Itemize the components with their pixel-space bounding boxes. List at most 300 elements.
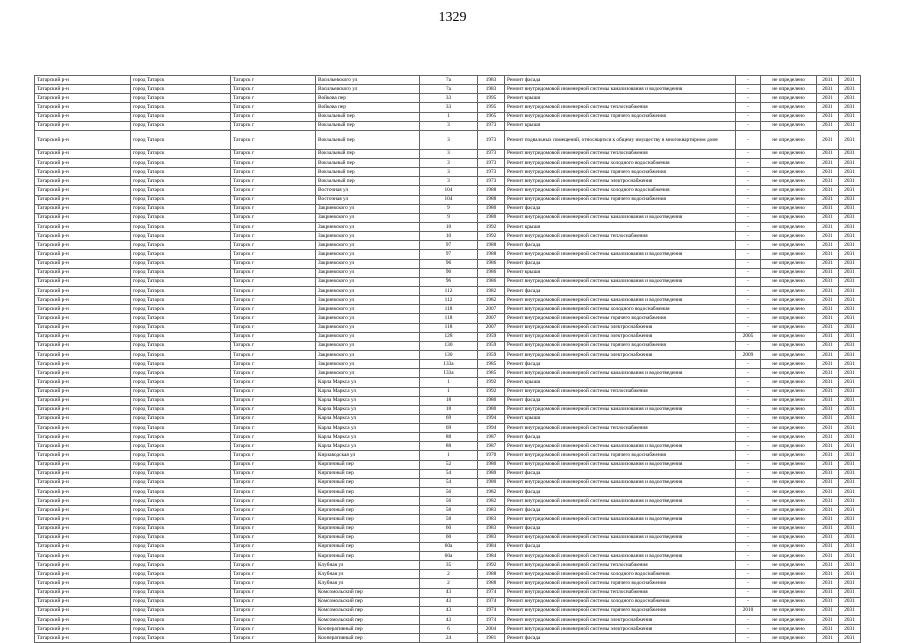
page-number: 1329: [438, 10, 467, 25]
cell-plan-end: 2031: [839, 542, 861, 551]
cell-plan-end: 2031: [839, 405, 861, 414]
cell-last-repair: -: [736, 323, 761, 332]
cell-house: 133а: [420, 360, 478, 369]
cell-last-repair: -: [736, 76, 761, 85]
cell-year-built: 1959: [478, 332, 505, 341]
cell-last-repair: -: [736, 497, 761, 506]
cell-street: Карла Маркса ул: [316, 442, 420, 451]
cell-work-type: Ремонт фасада: [505, 241, 736, 250]
cell-street: Закриевского ул: [316, 323, 420, 332]
cell-settlement: Татарск г: [231, 579, 316, 588]
cell-plan-end: 2031: [839, 552, 861, 561]
cell-street: Комсомольский пер: [316, 606, 420, 615]
cell-municipality: город Татарск: [131, 396, 231, 405]
cell-municipality: город Татарск: [131, 149, 231, 158]
cell-year-built: 1992: [478, 378, 505, 387]
cell-street: Клубная ул: [316, 561, 420, 570]
cell-street: Комсомольский пер: [316, 616, 420, 625]
table-row: [35, 149, 861, 158]
cell-last-repair: -: [736, 149, 761, 158]
cell-last-repair: -: [736, 451, 761, 460]
cell-plan-end: 2031: [839, 250, 861, 259]
cell-settlement: Татарск г: [231, 451, 316, 460]
cell-house: 7а: [420, 85, 478, 94]
cell-last-repair: -: [736, 112, 761, 121]
cell-work-type: Ремонт фасада: [505, 524, 736, 533]
cell-street: Закриевского ул: [316, 332, 420, 341]
cell-street: Кирпичный пер: [316, 524, 420, 533]
cell-cost: не определено: [761, 332, 817, 341]
cell-house: 112: [420, 286, 478, 295]
cell-work-type: Ремонт внутридомовой инженерной системы горячего водоснабжения: [505, 314, 736, 323]
cell-plan-end: 2031: [839, 332, 861, 341]
cell-municipality: город Татарск: [131, 369, 231, 378]
cell-last-repair: -: [736, 469, 761, 478]
cell-house: 130: [420, 350, 478, 359]
cell-last-repair: -: [736, 433, 761, 442]
cell-street: Закриевского ул: [316, 369, 420, 378]
cell-work-type: Ремонт внутридомовой инженерной системы горячего водоснабжения: [505, 606, 736, 615]
cell-year-built: 1983: [478, 533, 505, 542]
cell-plan-start: 2031: [817, 158, 839, 167]
cell-house: 118: [420, 323, 478, 332]
cell-work-type: Ремонт фасада: [505, 360, 736, 369]
cell-district: Татарский р-н: [35, 469, 131, 478]
cell-house: 88: [420, 433, 478, 442]
cell-last-repair: 2009: [736, 350, 761, 359]
cell-plan-start: 2031: [817, 186, 839, 195]
cell-municipality: город Татарск: [131, 616, 231, 625]
cell-last-repair: -: [736, 542, 761, 551]
table-row: [35, 350, 861, 359]
cell-settlement: Татарск г: [231, 241, 316, 250]
cell-work-type: Ремонт фасада: [505, 259, 736, 268]
cell-cost: не определено: [761, 112, 817, 121]
table-row: [35, 369, 861, 378]
cell-street: Закриевского ул: [316, 286, 420, 295]
cell-house: 128: [420, 332, 478, 341]
cell-last-repair: -: [736, 561, 761, 570]
cell-cost: не определено: [761, 424, 817, 433]
cell-cost: не определено: [761, 186, 817, 195]
cell-year-built: 1988: [478, 579, 505, 588]
cell-plan-end: 2031: [839, 469, 861, 478]
cell-house: 60: [420, 533, 478, 542]
cell-year-built: 1988: [478, 195, 505, 204]
cell-cost: не определено: [761, 451, 817, 460]
cell-municipality: город Татарск: [131, 606, 231, 615]
cell-year-built: 1973: [478, 121, 505, 130]
cell-plan-end: 2031: [839, 378, 861, 387]
table-row: [35, 360, 861, 369]
cell-municipality: город Татарск: [131, 76, 231, 85]
cell-settlement: Татарск г: [231, 112, 316, 121]
cell-house: 69: [420, 424, 478, 433]
table-row: [35, 314, 861, 323]
cell-house: 10: [420, 222, 478, 231]
cell-plan-start: 2031: [817, 469, 839, 478]
cell-settlement: Татарск г: [231, 414, 316, 423]
cell-municipality: город Татарск: [131, 597, 231, 606]
cell-plan-start: 2031: [817, 286, 839, 295]
cell-municipality: город Татарск: [131, 433, 231, 442]
cell-cost: не определено: [761, 442, 817, 451]
cell-year-built: 1995: [478, 94, 505, 103]
cell-settlement: Татарск г: [231, 314, 316, 323]
cell-municipality: город Татарск: [131, 277, 231, 286]
cell-work-type: Ремонт крыши: [505, 121, 736, 130]
cell-plan-start: 2031: [817, 222, 839, 231]
cell-last-repair: -: [736, 305, 761, 314]
cell-house: 88: [420, 442, 478, 451]
cell-district: Татарский р-н: [35, 542, 131, 551]
cell-district: Татарский р-н: [35, 222, 131, 231]
cell-last-repair: -: [736, 405, 761, 414]
cell-last-repair: -: [736, 488, 761, 497]
cell-plan-end: 2031: [839, 76, 861, 85]
cell-plan-start: 2031: [817, 341, 839, 350]
cell-district: Татарский р-н: [35, 442, 131, 451]
cell-plan-start: 2031: [817, 121, 839, 130]
cell-cost: не определено: [761, 177, 817, 186]
cell-work-type: Ремонт фасада: [505, 396, 736, 405]
cell-plan-start: 2031: [817, 442, 839, 451]
cell-street: Кирпичный пер: [316, 533, 420, 542]
cell-plan-end: 2031: [839, 606, 861, 615]
cell-work-type: Ремонт фасада: [505, 204, 736, 213]
cell-plan-end: 2031: [839, 259, 861, 268]
cell-cost: не определено: [761, 94, 817, 103]
cell-cost: не определено: [761, 149, 817, 158]
cell-plan-end: 2031: [839, 478, 861, 487]
cell-house: 35: [420, 561, 478, 570]
table-row: [35, 241, 861, 250]
cell-last-repair: -: [736, 250, 761, 259]
cell-cost: не определено: [761, 634, 817, 643]
cell-street: Карла Маркса ул: [316, 378, 420, 387]
cell-street: Клубная ул: [316, 579, 420, 588]
cell-year-built: 1965: [478, 112, 505, 121]
cell-plan-end: 2031: [839, 323, 861, 332]
cell-year-built: 1980: [478, 469, 505, 478]
cell-last-repair: -: [736, 369, 761, 378]
cell-year-built: 1986: [478, 277, 505, 286]
cell-settlement: Татарск г: [231, 195, 316, 204]
cell-settlement: Татарск г: [231, 350, 316, 359]
cell-work-type: Ремонт крыши: [505, 94, 736, 103]
cell-settlement: Татарск г: [231, 488, 316, 497]
cell-settlement: Татарск г: [231, 158, 316, 167]
cell-municipality: город Татарск: [131, 387, 231, 396]
cell-cost: не определено: [761, 570, 817, 579]
cell-municipality: город Татарск: [131, 186, 231, 195]
cell-settlement: Татарск г: [231, 606, 316, 615]
cell-cost: не определено: [761, 606, 817, 615]
cell-cost: не определено: [761, 433, 817, 442]
cell-district: Татарский р-н: [35, 524, 131, 533]
cell-street: Закриевского ул: [316, 350, 420, 359]
cell-last-repair: -: [736, 506, 761, 515]
cell-district: Татарский р-н: [35, 350, 131, 359]
cell-municipality: город Татарск: [131, 478, 231, 487]
table-row: [35, 524, 861, 533]
cell-house: 60а: [420, 552, 478, 561]
cell-year-built: 1983: [478, 85, 505, 94]
cell-year-built: 1983: [478, 515, 505, 524]
cell-work-type: Ремонт внутридомовой инженерной системы теплоснабжения: [505, 387, 736, 396]
cell-year-built: 1985: [478, 369, 505, 378]
cell-district: Татарский р-н: [35, 561, 131, 570]
cell-plan-start: 2031: [817, 332, 839, 341]
cell-settlement: Татарск г: [231, 222, 316, 231]
cell-plan-end: 2031: [839, 350, 861, 359]
cell-plan-end: 2031: [839, 433, 861, 442]
cell-house: 118: [420, 305, 478, 314]
cell-plan-end: 2031: [839, 85, 861, 94]
cell-cost: не определено: [761, 414, 817, 423]
cell-municipality: город Татарск: [131, 314, 231, 323]
cell-street: Закриевского ул: [316, 305, 420, 314]
cell-work-type: Ремонт внутридомовой инженерной системы холодного водоснабжения: [505, 570, 736, 579]
cell-municipality: город Татарск: [131, 524, 231, 533]
cell-plan-end: 2031: [839, 515, 861, 524]
cell-settlement: Татарск г: [231, 232, 316, 241]
table-row: [35, 424, 861, 433]
cell-plan-start: 2031: [817, 350, 839, 359]
cell-last-repair: -: [736, 277, 761, 286]
table-row: [35, 515, 861, 524]
cell-plan-start: 2031: [817, 542, 839, 551]
table-row: [35, 561, 861, 570]
cell-settlement: Татарск г: [231, 588, 316, 597]
cell-cost: не определено: [761, 396, 817, 405]
cell-year-built: 1994: [478, 414, 505, 423]
cell-house: 43: [420, 597, 478, 606]
cell-cost: не определено: [761, 158, 817, 167]
cell-municipality: город Татарск: [131, 259, 231, 268]
cell-street: Кирпичный пер: [316, 478, 420, 487]
cell-house: 60: [420, 524, 478, 533]
cell-work-type: Ремонт внутридомовой инженерной системы теплоснабжения: [505, 588, 736, 597]
cell-last-repair: -: [736, 570, 761, 579]
cell-last-repair: -: [736, 524, 761, 533]
cell-district: Татарский р-н: [35, 204, 131, 213]
cell-last-repair: -: [736, 241, 761, 250]
cell-year-built: 1980: [478, 460, 505, 469]
cell-last-repair: -: [736, 616, 761, 625]
cell-plan-end: 2031: [839, 561, 861, 570]
cell-settlement: Татарск г: [231, 277, 316, 286]
cell-year-built: 1992: [478, 232, 505, 241]
cell-street: Карла Маркса ул: [316, 424, 420, 433]
cell-municipality: город Татарск: [131, 515, 231, 524]
cell-work-type: Ремонт внутридомовой инженерной системы горячего водоснабжения: [505, 451, 736, 460]
table-row: [35, 158, 861, 167]
cell-plan-end: 2031: [839, 396, 861, 405]
cell-district: Татарский р-н: [35, 497, 131, 506]
cell-district: Татарский р-н: [35, 396, 131, 405]
cell-plan-end: 2031: [839, 625, 861, 634]
cell-house: 1: [420, 378, 478, 387]
cell-house: 54: [420, 478, 478, 487]
table-row: [35, 112, 861, 121]
cell-municipality: город Татарск: [131, 469, 231, 478]
cell-year-built: 1983: [478, 76, 505, 85]
cell-year-built: 1973: [478, 149, 505, 158]
cell-settlement: Татарск г: [231, 130, 316, 149]
cell-municipality: город Татарск: [131, 442, 231, 451]
cell-cost: не определено: [761, 195, 817, 204]
cell-work-type: Ремонт крыши: [505, 414, 736, 423]
cell-last-repair: -: [736, 597, 761, 606]
cell-house: 43: [420, 588, 478, 597]
cell-cost: не определено: [761, 76, 817, 85]
cell-plan-start: 2031: [817, 597, 839, 606]
cell-district: Татарский р-н: [35, 158, 131, 167]
cell-plan-end: 2031: [839, 305, 861, 314]
cell-house: 130: [420, 341, 478, 350]
cell-street: Закриевского ул: [316, 341, 420, 350]
cell-settlement: Татарск г: [231, 332, 316, 341]
cell-work-type: Ремонт внутридомовой инженерной системы горячего водоснабжения: [505, 195, 736, 204]
cell-settlement: Татарск г: [231, 533, 316, 542]
cell-cost: не определено: [761, 121, 817, 130]
cell-settlement: Татарск г: [231, 204, 316, 213]
cell-house: 96: [420, 268, 478, 277]
cell-house: 58: [420, 515, 478, 524]
cell-year-built: 1984: [478, 542, 505, 551]
table-row: [35, 469, 861, 478]
table-row: [35, 213, 861, 222]
cell-year-built: 1974: [478, 597, 505, 606]
cell-house: 56: [420, 497, 478, 506]
table-row: [35, 323, 861, 332]
cell-municipality: город Татарск: [131, 552, 231, 561]
cell-last-repair: -: [736, 533, 761, 542]
cell-house: 3: [420, 158, 478, 167]
cell-plan-end: 2031: [839, 616, 861, 625]
cell-plan-end: 2031: [839, 186, 861, 195]
table-row: [35, 259, 861, 268]
cell-year-built: 1983: [478, 524, 505, 533]
cell-plan-start: 2031: [817, 296, 839, 305]
cell-last-repair: -: [736, 177, 761, 186]
cell-work-type: Ремонт внутридомовой инженерной системы электроснабжения: [505, 616, 736, 625]
cell-street: Вокзальный пер: [316, 130, 420, 149]
cell-year-built: 1982: [478, 296, 505, 305]
cell-street: Закриевского ул: [316, 222, 420, 231]
cell-municipality: город Татарск: [131, 561, 231, 570]
table-row: [35, 506, 861, 515]
table-row: [35, 488, 861, 497]
cell-cost: не определено: [761, 250, 817, 259]
cell-year-built: 1982: [478, 286, 505, 295]
cell-house: 10: [420, 232, 478, 241]
cell-settlement: Татарск г: [231, 250, 316, 259]
cell-cost: не определено: [761, 296, 817, 305]
cell-work-type: Ремонт внутридомовой инженерной системы электроснабжения: [505, 625, 736, 634]
cell-house: 33: [420, 94, 478, 103]
cell-settlement: Татарск г: [231, 561, 316, 570]
cell-settlement: Татарск г: [231, 259, 316, 268]
cell-street: Кирпичный пер: [316, 506, 420, 515]
cell-year-built: 1981: [478, 634, 505, 643]
cell-work-type: Ремонт внутридомовой инженерной системы электроснабжения: [505, 323, 736, 332]
cell-settlement: Татарск г: [231, 286, 316, 295]
cell-plan-end: 2031: [839, 268, 861, 277]
cell-street: Закриевского ул: [316, 296, 420, 305]
cell-cost: не определено: [761, 524, 817, 533]
cell-last-repair: -: [736, 552, 761, 561]
cell-last-repair: -: [736, 259, 761, 268]
cell-district: Татарский р-н: [35, 332, 131, 341]
cell-plan-start: 2031: [817, 369, 839, 378]
cell-settlement: Татарск г: [231, 76, 316, 85]
cell-plan-end: 2031: [839, 94, 861, 103]
table-row: [35, 378, 861, 387]
cell-municipality: город Татарск: [131, 588, 231, 597]
cell-settlement: Татарск г: [231, 177, 316, 186]
cell-plan-end: 2031: [839, 168, 861, 177]
cell-district: Татарский р-н: [35, 186, 131, 195]
cell-plan-start: 2031: [817, 515, 839, 524]
cell-plan-start: 2031: [817, 588, 839, 597]
cell-cost: не определено: [761, 579, 817, 588]
cell-settlement: Татарск г: [231, 268, 316, 277]
cell-last-repair: -: [736, 121, 761, 130]
cell-last-repair: -: [736, 341, 761, 350]
cell-municipality: город Татарск: [131, 112, 231, 121]
cell-plan-start: 2031: [817, 305, 839, 314]
cell-district: Татарский р-н: [35, 195, 131, 204]
cell-municipality: город Татарск: [131, 542, 231, 551]
cell-house: 69: [420, 414, 478, 423]
cell-work-type: Ремонт внутридомовой инженерной системы горячего водоснабжения: [505, 341, 736, 350]
cell-settlement: Татарск г: [231, 305, 316, 314]
cell-settlement: Татарск г: [231, 168, 316, 177]
cell-year-built: 1973: [478, 158, 505, 167]
cell-municipality: город Татарск: [131, 168, 231, 177]
cell-district: Татарский р-н: [35, 341, 131, 350]
cell-house: 1: [420, 451, 478, 460]
cell-plan-start: 2031: [817, 579, 839, 588]
cell-plan-end: 2031: [839, 634, 861, 643]
cell-work-type: Ремонт внутридомовой инженерной системы электроснабжения: [505, 332, 736, 341]
cell-plan-end: 2031: [839, 149, 861, 158]
cell-last-repair: -: [736, 296, 761, 305]
cell-municipality: город Татарск: [131, 460, 231, 469]
cell-year-built: 1987: [478, 433, 505, 442]
cell-work-type: Ремонт фасада: [505, 469, 736, 478]
cell-plan-end: 2031: [839, 232, 861, 241]
cell-settlement: Татарск г: [231, 103, 316, 112]
cell-year-built: 1988: [478, 570, 505, 579]
cell-year-built: 1974: [478, 606, 505, 615]
cell-municipality: город Татарск: [131, 103, 231, 112]
cell-plan-end: 2031: [839, 579, 861, 588]
table-row: [35, 451, 861, 460]
table-row: [35, 542, 861, 551]
cell-year-built: 1992: [478, 222, 505, 231]
cell-plan-start: 2031: [817, 85, 839, 94]
cell-house: 3: [420, 149, 478, 158]
cell-house: 24: [420, 634, 478, 643]
cell-year-built: 2007: [478, 305, 505, 314]
cell-plan-start: 2031: [817, 168, 839, 177]
cell-work-type: Ремонт внутридомовой инженерной системы теплоснабжения: [505, 424, 736, 433]
cell-house: 1: [420, 387, 478, 396]
cell-year-built: 2004: [478, 625, 505, 634]
